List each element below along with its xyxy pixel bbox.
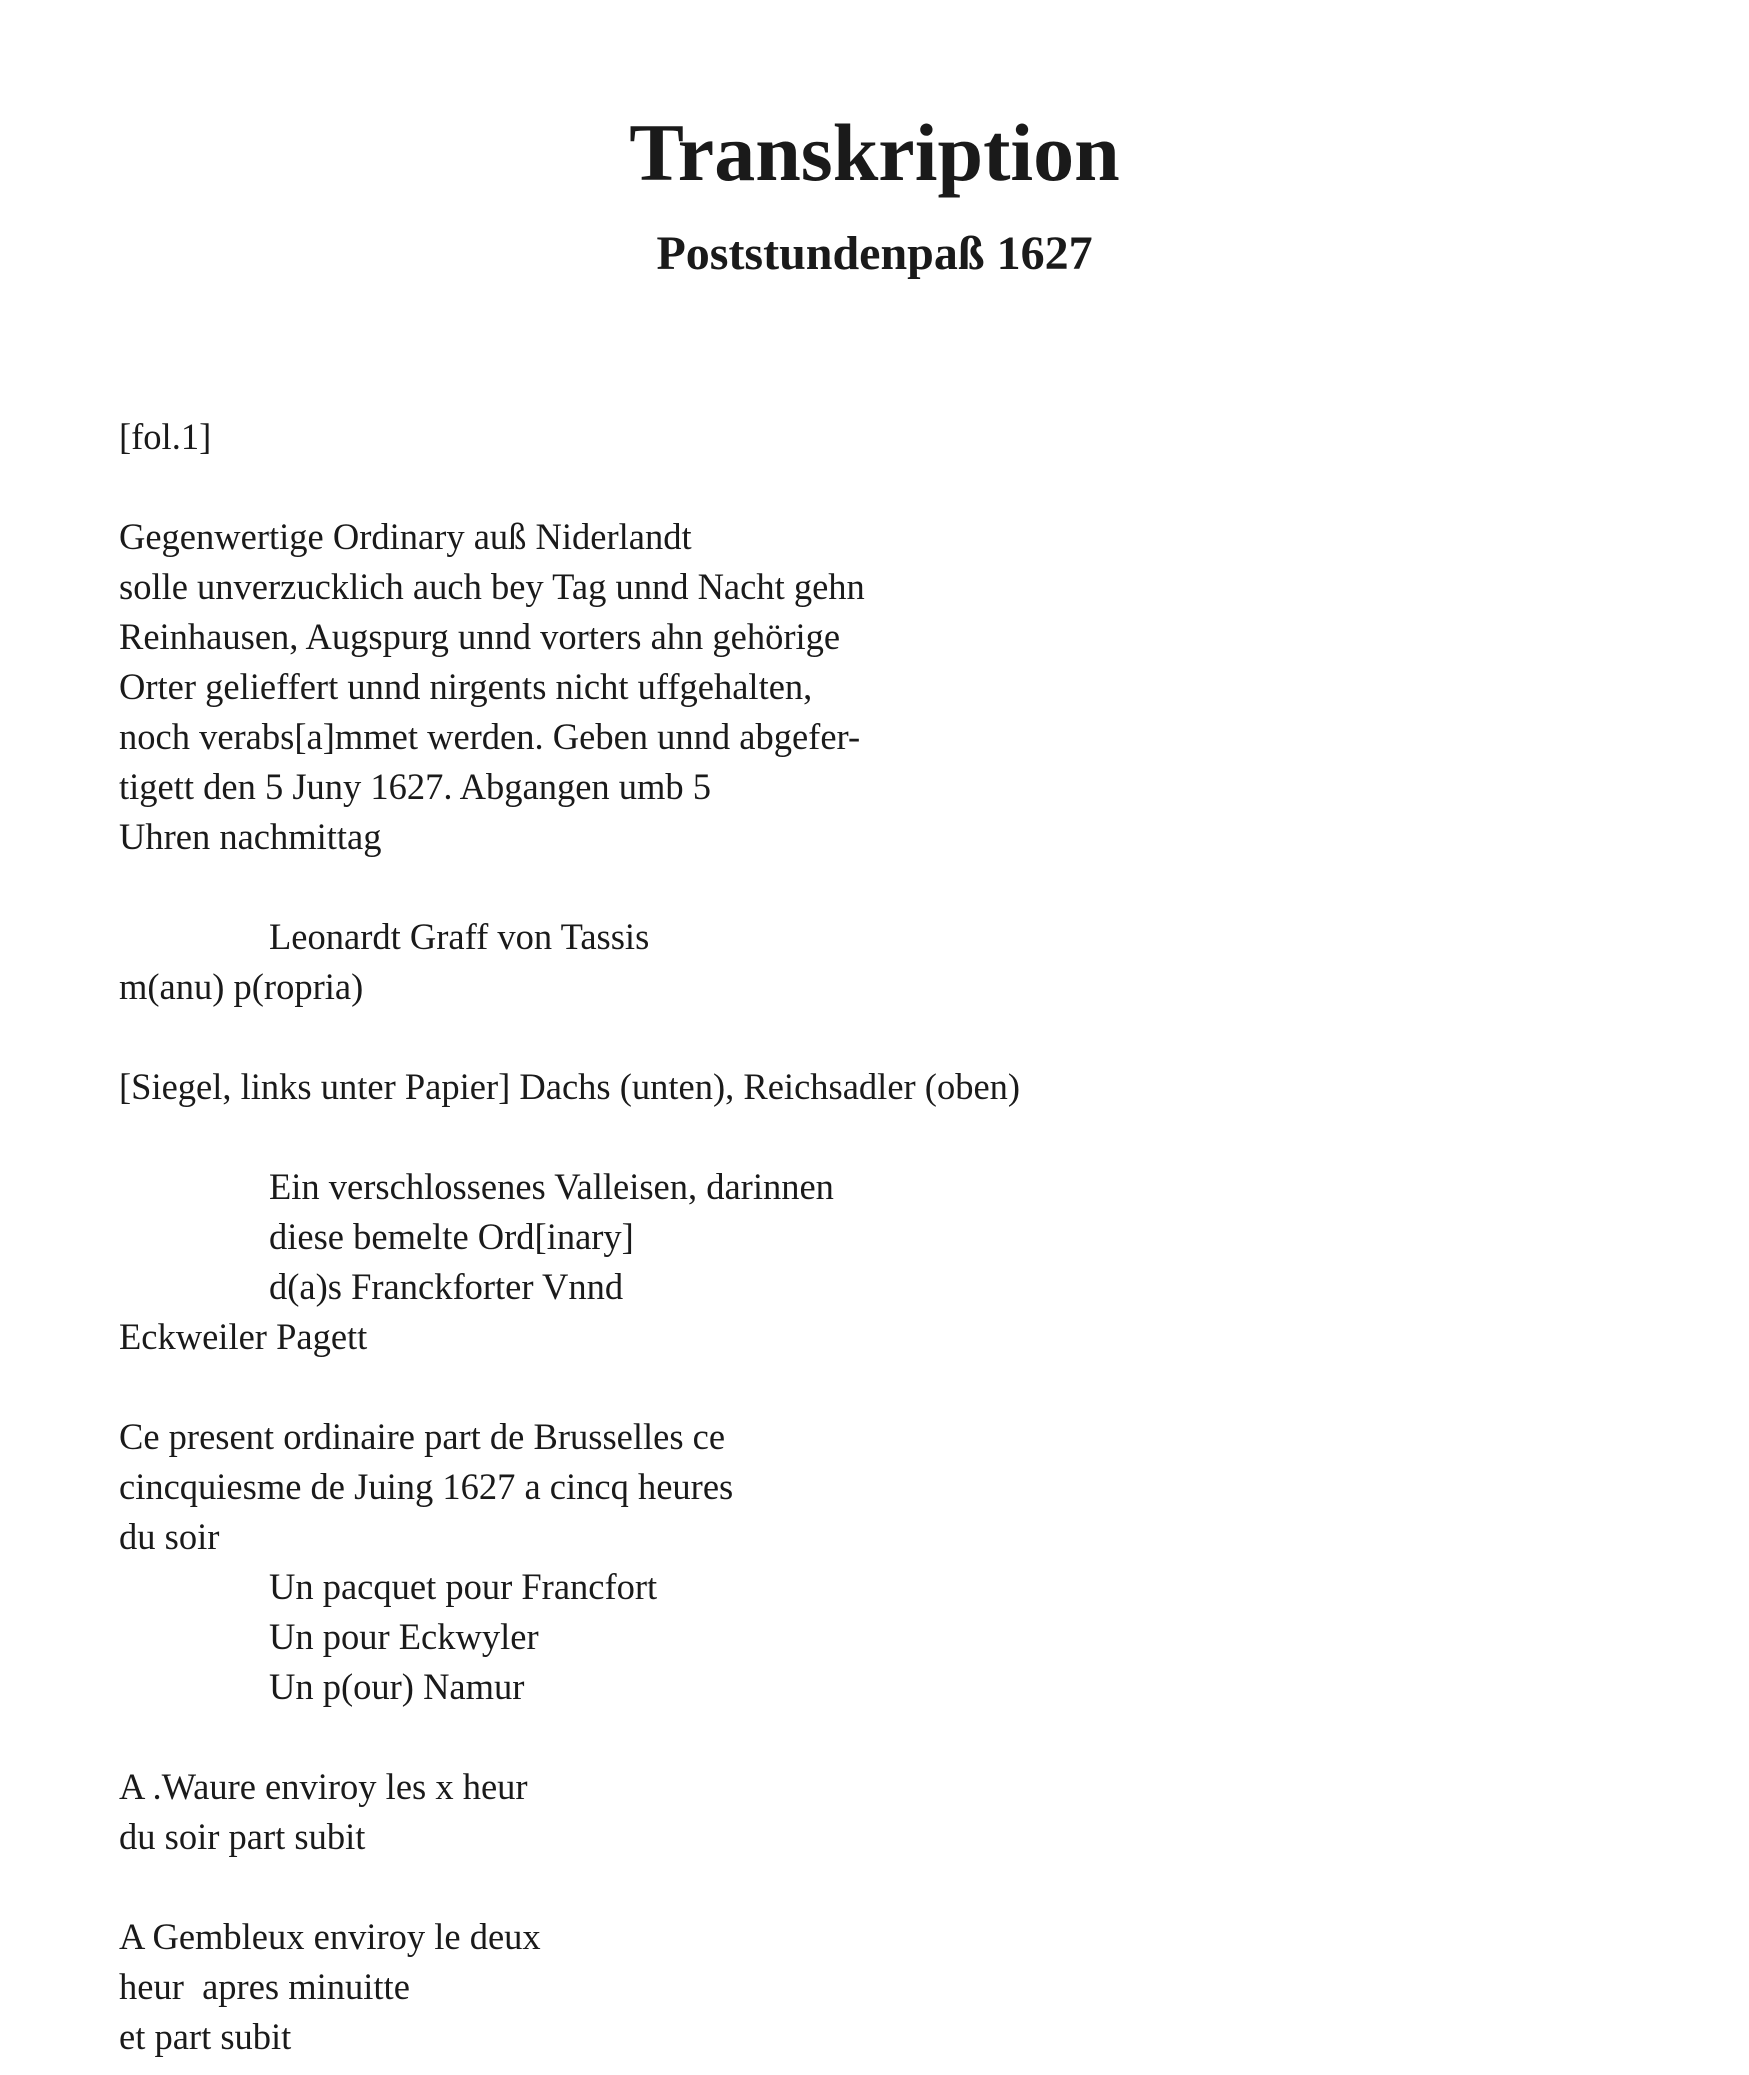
packets-list (119, 1562, 1619, 1712)
packet-item: Un pour Eckwyler (269, 1616, 539, 1657)
text-line: tigett den 5 Juny 1627. Abgangen umb 5 (119, 766, 712, 807)
spacer (119, 462, 1619, 512)
text-line: du soir (119, 1516, 220, 1557)
spacer (119, 1862, 1619, 1912)
french-paragraph (119, 1412, 1619, 1562)
text-line: Uhren nachmittag (119, 816, 382, 857)
spacer (119, 1112, 1619, 1162)
text-line: heur apres minuitte (119, 1966, 410, 2007)
waure-entry (119, 1762, 1619, 1862)
german-paragraph (119, 512, 1619, 862)
signature-note: m(anu) p(ropria) (119, 966, 364, 1007)
spacer (119, 862, 1619, 912)
text-line: solle unverzucklich auch bey Tag unnd Nacht gehn (119, 566, 865, 607)
text-line: A .Waure enviroy les x heur (119, 1766, 528, 1807)
spacer (119, 1712, 1619, 1762)
text-line: Reinhausen, Augspurg unnd vorters ahn gehörige (119, 616, 841, 657)
text-line: du soir part subit (119, 1816, 366, 1857)
spacer (119, 1362, 1619, 1412)
text-line: noch verabs[a]mmet werden. Geben unnd abgefer- (119, 716, 861, 757)
text-line: d(a)s Franckforter Vnnd (269, 1266, 624, 1307)
packet-item: Un p(our) Namur (269, 1666, 525, 1707)
text-line: cincquiesme de Juing 1627 a cincq heures (119, 1466, 734, 1507)
gembleux-entry (119, 1912, 1619, 2062)
text-line: diese bemelte Ord[inary] (269, 1216, 634, 1257)
packet-item: Un pacquet pour Francfort (269, 1566, 658, 1607)
text-line: Ein verschlossenes Valleisen, darinnen (269, 1166, 834, 1207)
text-line: A Gembleux enviroy le deux (119, 1916, 541, 1957)
page-subtitle: Poststundenpaß 1627 (656, 227, 1093, 280)
transcription-body (119, 412, 1619, 2062)
text-line: et part subit (119, 2016, 292, 2057)
text-line: Gegenwertige Ordinary auß Niderlandt (119, 516, 692, 557)
seal-note: [Siegel, links unter Papier] Dachs (unten), Reichsadler (oben) (119, 1066, 1021, 1107)
contents-block (119, 1162, 1619, 1362)
folio-marker: [fol.1] (119, 416, 212, 457)
signature-name: Leonardt Graff von Tassis (269, 916, 650, 957)
text-line: Ce present ordinaire part de Brusselles ce (119, 1416, 726, 1457)
text-line: Eckweiler Pagett (119, 1316, 368, 1357)
text-line: Orter gelieffert unnd nirgents nicht uffgehalten, (119, 666, 813, 707)
spacer (119, 1012, 1619, 1062)
page-title: Transkription (629, 107, 1120, 198)
